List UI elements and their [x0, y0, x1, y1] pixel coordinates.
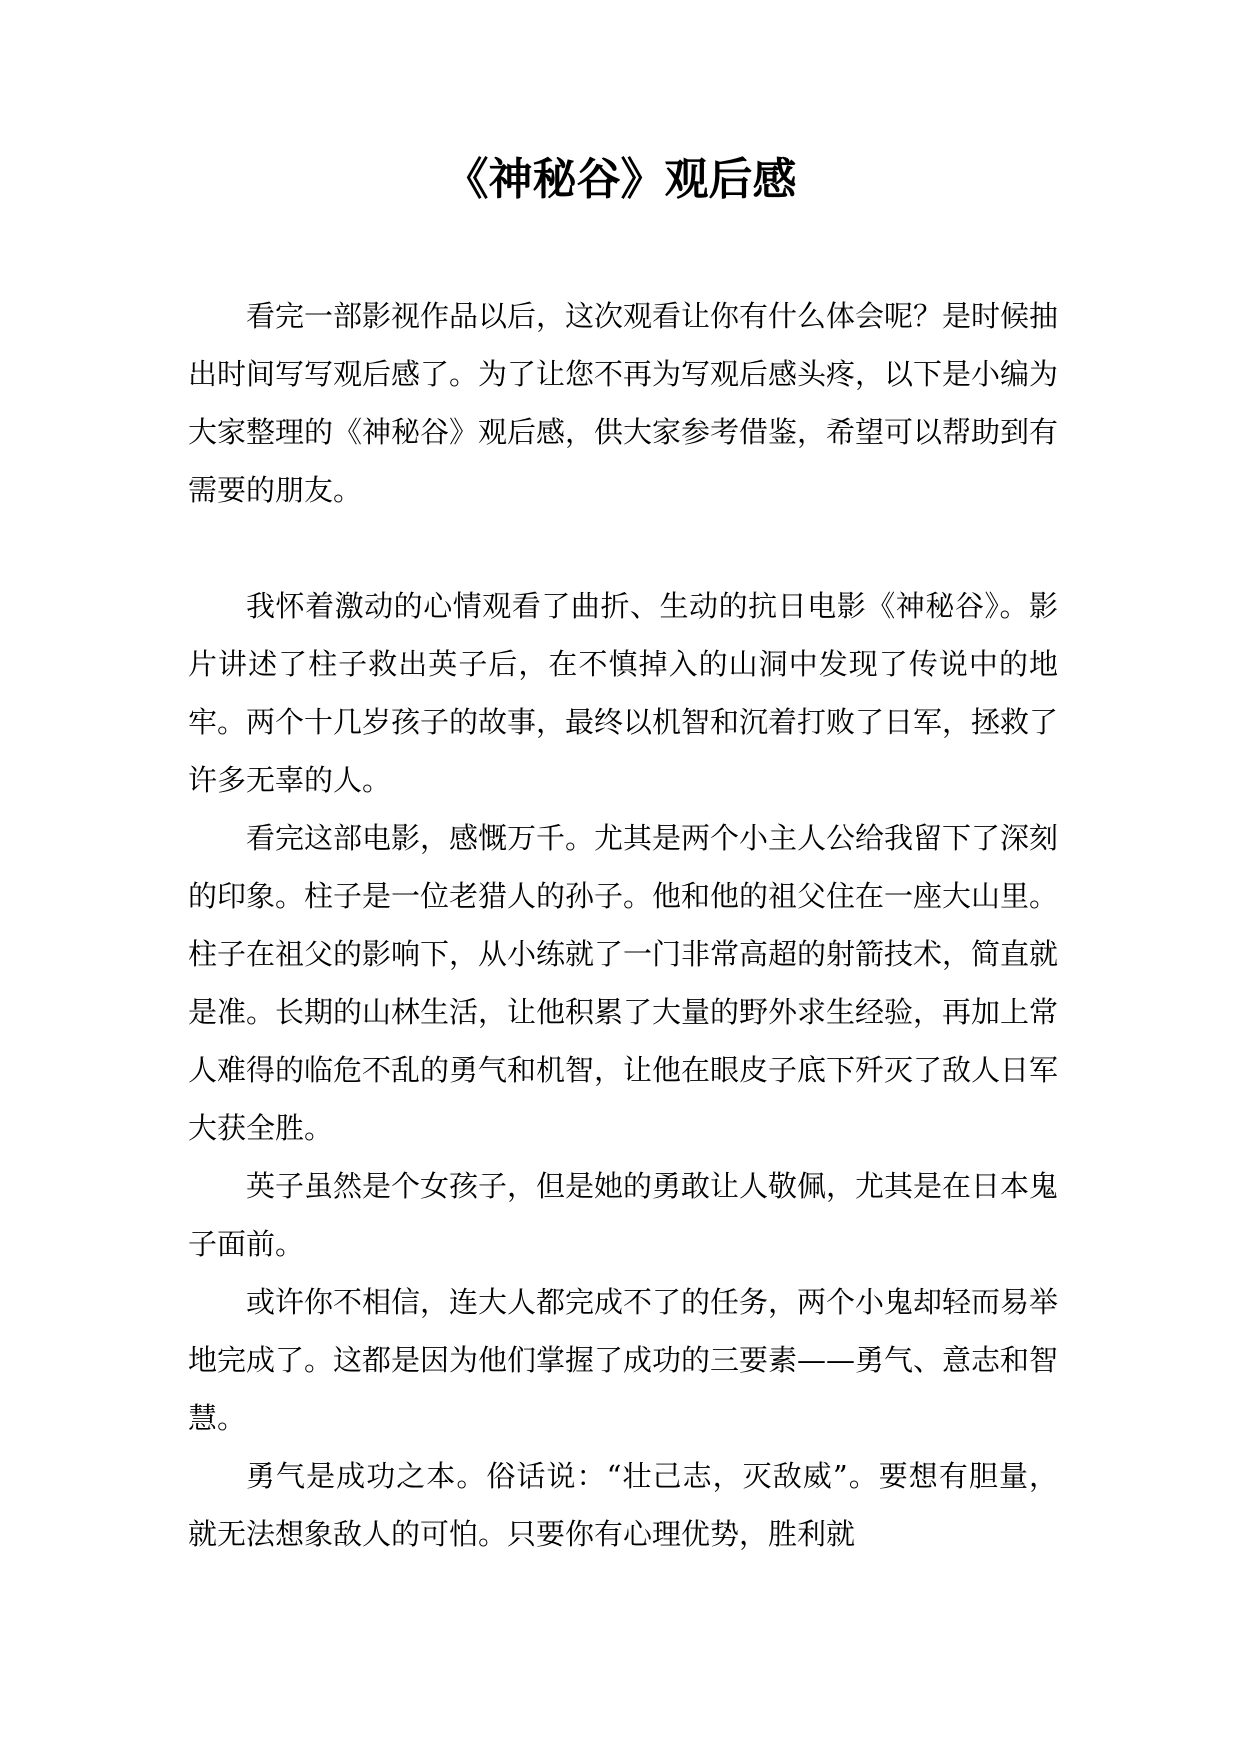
paragraph-spacer	[188, 519, 1058, 577]
body-paragraph: 勇气是成功之本。俗话说：“壮己志，灭敌威”。要想有胆量，就无法想象敌人的可怕。只要你有心理优势，胜利就	[188, 1459, 1058, 1551]
intro-paragraph: 看完一部影视作品以后，这次观看让你有什么体会呢？是时候抽出时间写写观后感了。为了让您不再为写观后感头疼，以下是小编为大家整理的《神秘谷》观后感，供大家参考借鉴，希望可以帮助到有需要的朋友。	[188, 299, 1059, 507]
body-paragraph: 看完这部电影，感慨万千。尤其是两个小主人公给我留下了深刻的印象。柱子是一位老猎人的孙子。他和他的祖父住在一座大山里。柱子在祖父的影响下，从小练就了一门非常高超的射箭技术，简直就是准。长期的山林生活，让他积累了大量的野外求生经验，再加上常人难得的临危不乱的勇气和机智，让他在眼皮子底下歼灭了敌人日军大获全胜。	[188, 821, 1059, 1145]
document-title: 《神秘谷》观后感	[444, 154, 797, 205]
body-paragraph: 或许你不相信，连大人都完成不了的任务，两个小鬼却轻而易举地完成了。这都是因为他们掌握了成功的三要素——勇气、意志和智慧。	[188, 1285, 1059, 1435]
body-paragraph: 我怀着激动的心情观看了曲折、生动的抗日电影《神秘谷》。影片讲述了柱子救出英子后，在不慎掉入的山洞中发现了传说中的地牢。两个十几岁孩子的故事，最终以机智和沉着打败了日军，拯救了许多无辜的人。	[188, 589, 1059, 797]
body-paragraph: 英子虽然是个女孩子，但是她的勇敢让人敬佩，尤其是在日本鬼子面前。	[188, 1169, 1059, 1261]
document-body	[188, 287, 1058, 1563]
